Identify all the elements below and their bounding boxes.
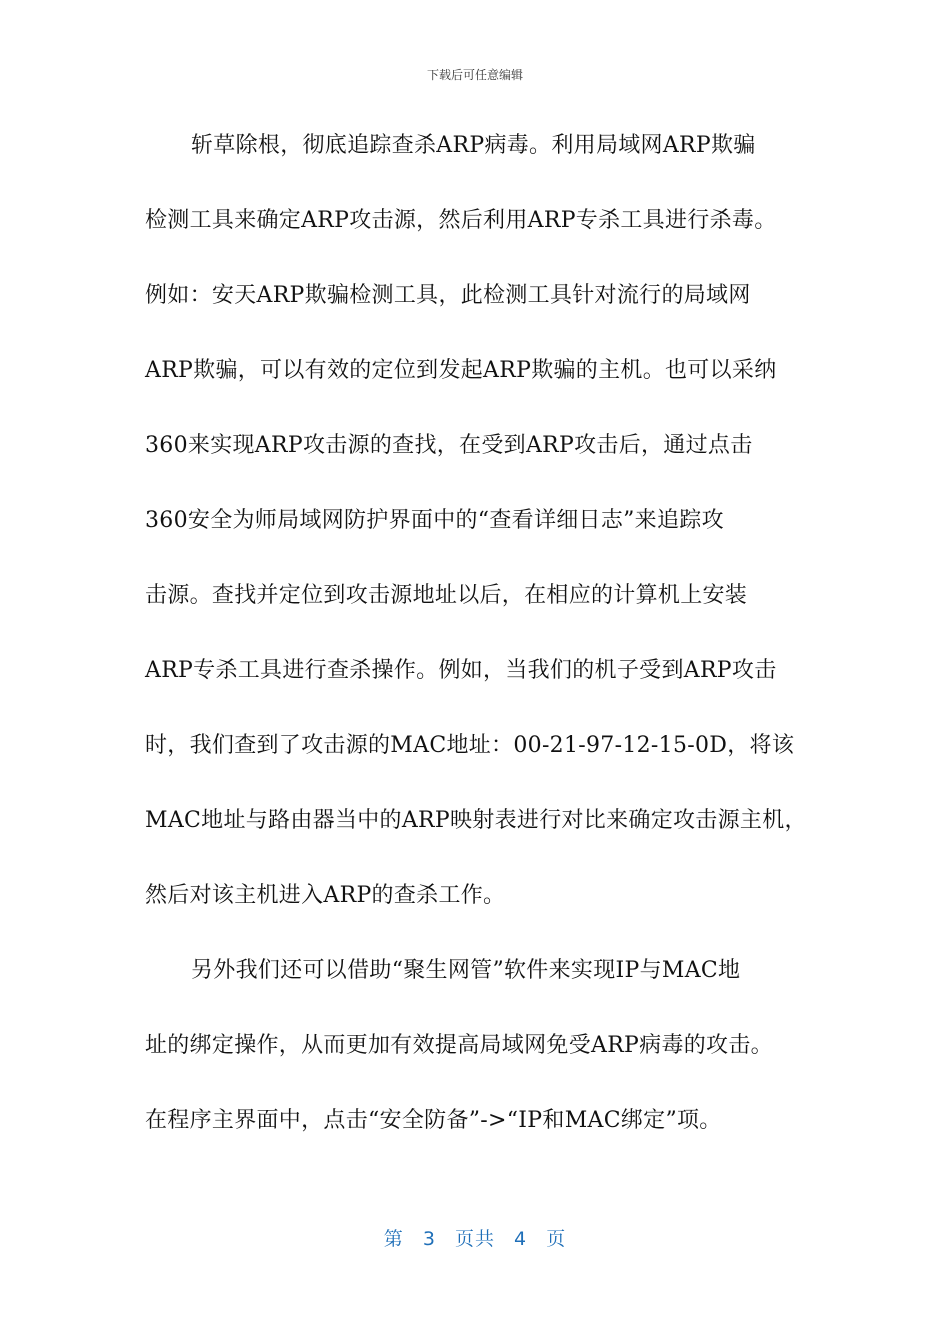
paragraph-line: 360安全为师局域网防护界面中的“查看详细日志”来追踪攻 [145,508,724,533]
paragraph-line: 在程序主界面中，点击“安全防备”->“IP和MAC绑定”项。 [145,1108,722,1133]
paragraph-line: 斩草除根，彻底追踪查杀ARP病毒。利用局域网ARP欺骗 [191,133,756,158]
footer-suffix: 页 [546,1228,567,1250]
page-footer [0,1224,950,1251]
paragraph-line: MAC地址与路由器当中的ARP映射表进行对比来确定攻击源主机， [145,808,807,833]
paragraph-line: 击源。查找并定位到攻击源地址以后，在相应的计算机上安装 [145,583,748,608]
paragraph-line: 然后对该主机进入ARP的查杀工作。 [145,883,506,908]
footer-prefix: 第 [383,1228,404,1250]
paragraph-line: ARP专杀工具进行查杀操作。例如，当我们的机子受到ARP攻击 [145,658,777,683]
current-page-number: 3 [422,1228,436,1250]
header-note: 下载后可任意编辑 [426,68,523,82]
paragraph-line: 检测工具来确定ARP攻击源，然后利用ARP专杀工具进行杀毒。 [145,208,777,233]
total-page-number: 4 [514,1228,528,1250]
paragraph-line: 时，我们查到了攻击源的MAC地址：00-21-97-12-15-0D，将该 [145,733,795,758]
paragraph-line: 另外我们还可以借助“聚生网管”软件来实现IP与MAC地 [191,958,741,983]
paragraph-line: ARP欺骗，可以有效的定位到发起ARP欺骗的主机。也可以采纳 [145,358,777,383]
paragraph-line: 例如：安天ARP欺骗检测工具，此检测工具针对流行的局域网 [145,283,751,308]
paragraph-line: 址的绑定操作，从而更加有效提高局域网免受ARP病毒的攻击。 [145,1033,773,1058]
footer-middle: 页共 [454,1228,495,1250]
document-body [145,122,825,1172]
paragraph-line: 360来实现ARP攻击源的查找，在受到ARP攻击后，通过点击 [145,433,753,458]
